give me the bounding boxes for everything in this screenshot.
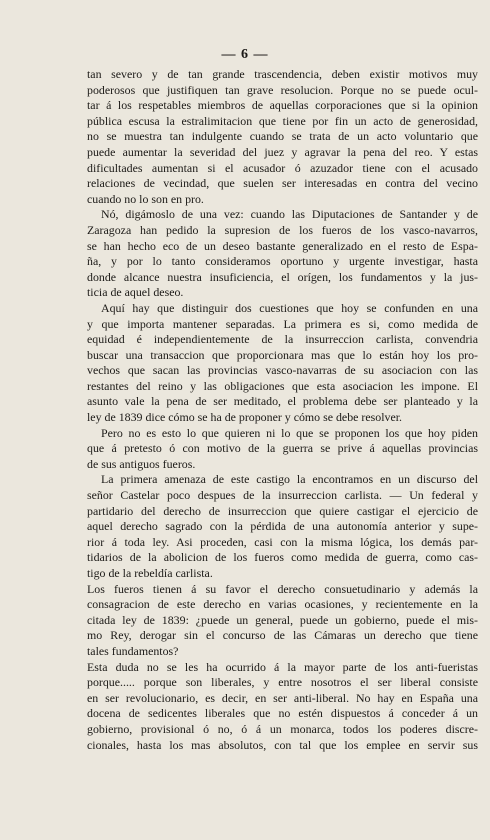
page-number: — 6 — — [221, 47, 269, 62]
text-line: Los fueros tienen á su favor el derecho consuetudinario y además la — [87, 581, 478, 596]
text-line: Pero no es esto lo que quieren ni lo que se proponen los que hoy piden — [101, 425, 478, 440]
text-line: restantes del reino y las obligaciones que esta asociacion les impone. El — [87, 378, 478, 393]
text-line: tales fundamentos? — [87, 643, 179, 658]
text-line: de sus antiguos fueros. — [87, 456, 196, 471]
text-line: rior á toda ley. Asi proceden, casi con la misma lógica, los demás par- — [87, 534, 478, 549]
text-line: se han hecho eco de un deseo bastante generalizado en el resto de Espa- — [87, 238, 478, 253]
text-line: aquel derecho sagrado con la pérdida de una autonomía anterior y supe- — [87, 519, 478, 534]
text-line: tigo de la rebeldía carlista. — [87, 566, 213, 580]
text-line: vechos que sacan las provincias vasco-navarras de su asociacion con las — [87, 363, 478, 378]
text-line: puede aumentar la severidad del juez y agravar la pena del reo. Y estas — [87, 144, 478, 159]
text-line: asunto vale la pena de ser meditado, el problema debe ser planteado y la — [87, 394, 478, 409]
text-line: cionales, hasta los mas absolutos, con tal que los emplee en servir sus — [87, 737, 478, 752]
text-line: citada ley de 1839: ¿puede un general, puede un gobierno, puede el mis- — [87, 612, 478, 627]
text-line: y que importa mantener separadas. La primera es si, como medida de — [87, 316, 478, 331]
text-line: en ser revolucionario, es decir, en ser anti-liberal. No hay en España una — [87, 690, 478, 705]
text-line: Nó, digámoslo de una vez: cuando las Diputaciones de Santander y de — [101, 207, 478, 222]
text-line: señor Castelar poco despues de la insurreccion carlista. — Un federal y — [87, 488, 478, 503]
text-line: donde alcance nuestra insuficiencia, el orígen, los fundamentos y la jus- — [87, 269, 478, 284]
text-line: poderosos que justifiquen tan grave resolucion. Porque no se puede ocul- — [87, 82, 478, 97]
text-line: tan severo y de tan grande trascendencia, deben existir motivos muy — [87, 67, 478, 81]
text-line: cuando no lo son en pro. — [87, 191, 204, 206]
text-line: no se muestra tan indulgente cuando se trata de un acto voluntario que — [87, 129, 478, 144]
text-line: relaciones de vecindad, que suelen ser interesadas en contra del vecino — [87, 176, 478, 191]
text-line: porque..... porque son liberales, y entre nosotros el ser liberal consiste — [87, 675, 478, 690]
text-line: docena de sedicentes liberales que no estén dispuestos á conceder á un — [87, 706, 478, 721]
text-line: tar á los respetables miembros de aquellas corporaciones que si la opinion — [87, 98, 478, 113]
text-line: buscar una transaccion que proporcionara mas que lo están hoy los pro- — [87, 347, 478, 362]
text-line: que á pretesto ó con motivo de la guerra se prive á aquellas provincias — [87, 441, 478, 456]
text-line: partidario del derecho de insurreccion que quiere castigar el ejercicio de — [87, 503, 478, 518]
text-line: consagracion de este derecho en varias ocasiones, y recientemente en la — [87, 597, 478, 612]
text-line: mo Rey, derogar sin el concurso de las Cámaras un derecho que tiene — [87, 628, 478, 643]
text-line: ley de 1839 dice cómo se ha de proponer y cómo se debe resolver. — [87, 410, 402, 425]
text-line: ticia de aquel deseo. — [87, 285, 184, 300]
text-line: pública escusa la estralimitacion que tiene por fin un acto de generosidad, — [87, 113, 478, 128]
text-line: Aquí hay que distinguir dos cuestiones que hoy se confunden en una — [101, 300, 478, 315]
text-line: Zaragoza han pedido la supresion de los fueros de los vasco-navarros, — [87, 222, 478, 237]
text-line: ña, y por lo tanto consideramos oportuno y urgente investigar, hasta — [87, 254, 478, 269]
text-line: equidad é independientemente de la insurreccion carlista, convendria — [87, 332, 478, 347]
text-line: La primera amenaza de este castigo la encontramos en un discurso del — [101, 472, 478, 487]
text-line: gobierno, provisional ó no, ó á un monarca, todos los poderes discre- — [87, 721, 478, 736]
text-line: Esta duda no se les ha ocurrido á la mayor parte de los anti-fueristas — [87, 659, 478, 674]
text-line: tidarios de la abolicion de los fueros como medida de guerra, como cas- — [87, 550, 478, 565]
text-line: dificultades aumentan si el acusador ó azuzador tiene con el acusado — [87, 160, 478, 175]
body-text — [87, 67, 478, 753]
